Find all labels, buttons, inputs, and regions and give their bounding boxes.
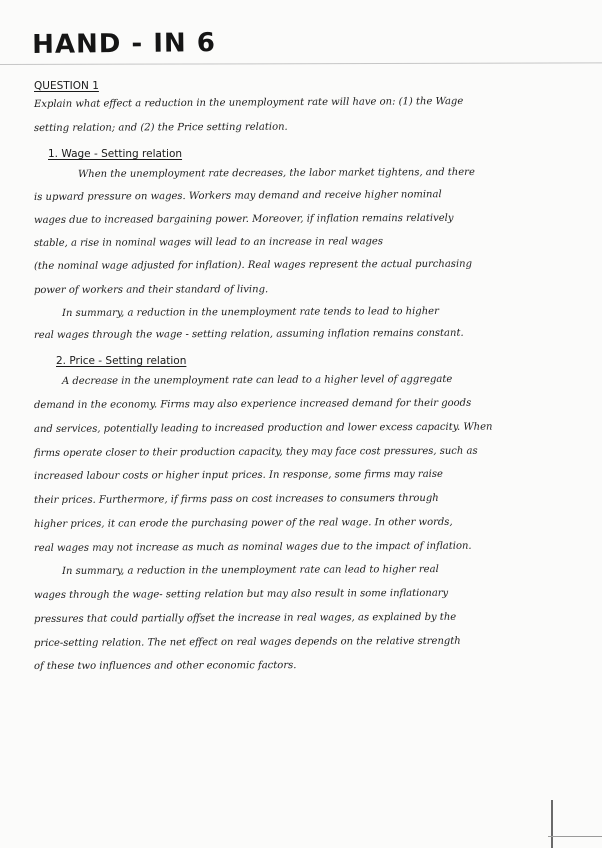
section-1-line-6: power of workers and their standard of living. — [33, 284, 269, 296]
section-2-line-11: pressures that could partially offset the increase in real wages, as explained by the — [33, 611, 457, 625]
section-2-line-5: increased labour costs or higher input prices. In response, some firms may raise — [33, 468, 443, 482]
section-2-line-3: and services, potentially leading to increased production and lower excess capacity. When — [33, 421, 493, 435]
section-2-line-6: their prices. Furthermore, if firms pass on cost increases to consumers through — [33, 492, 439, 506]
section-1-line-1: When the unemployment rate decreases, the labor market tightens, and there — [77, 166, 475, 180]
section-1-heading: 1. Wage - Setting relation — [48, 148, 183, 160]
section-2-line-7: higher prices, it can erode the purchasing power of the real wage. In other words, — [33, 516, 453, 530]
section-1-line-8: real wages through the wage - setting relation, assuming inflation remains constant. — [33, 327, 464, 341]
section-1-line-5: (the nominal wage adjusted for inflation). Real wages represent the actual purchasing — [33, 258, 473, 272]
title-divider — [0, 62, 602, 65]
question-label: QUESTION 1 — [34, 80, 99, 92]
section-2-line-8: real wages may not increase as much as nominal wages due to the impact of inflation. — [33, 540, 472, 554]
section-1-line-2: is upward pressure on wages. Workers may demand and receive higher nominal — [33, 189, 442, 203]
section-2-line-12: price-setting relation. The net effect on real wages depends on the relative strength — [33, 635, 461, 649]
page-title: HAND - IN 6 — [32, 28, 217, 60]
section-2-line-10: wages through the wage- setting relation but may also result in some inflationary — [33, 587, 449, 601]
section-1-line-4: stable, a rise in nominal wages will lead to an increase in real wages — [33, 236, 384, 249]
prompt-line-1: Explain what effect a reduction in the unemployment rate will have on: (1) the Wage — [33, 96, 464, 110]
page-edge-mark — [551, 800, 553, 848]
page-edge-rule — [548, 836, 602, 837]
prompt-line-2: setting relation; and (2) the Price setting relation. — [33, 121, 288, 134]
section-2-line-4: firms operate closer to their production capacity, they may face cost pressures, such as — [33, 445, 478, 459]
section-1-line-3: wages due to increased bargaining power. Moreover, if inflation remains relatively — [33, 212, 454, 226]
section-2-line-2: demand in the economy. Firms may also experience increased demand for their goods — [33, 397, 472, 411]
section-2-line-1: A decrease in the unemployment rate can lead to a higher level of aggregate — [61, 373, 453, 387]
section-2-line-13: of these two influences and other economic factors. — [33, 660, 297, 672]
section-2-heading: 2. Price - Setting relation — [56, 355, 187, 367]
section-2-line-9: In summary, a reduction in the unemployment rate can lead to higher real — [61, 564, 439, 577]
section-1-line-7: In summary, a reduction in the unemployment rate tends to lead to higher — [61, 306, 439, 319]
